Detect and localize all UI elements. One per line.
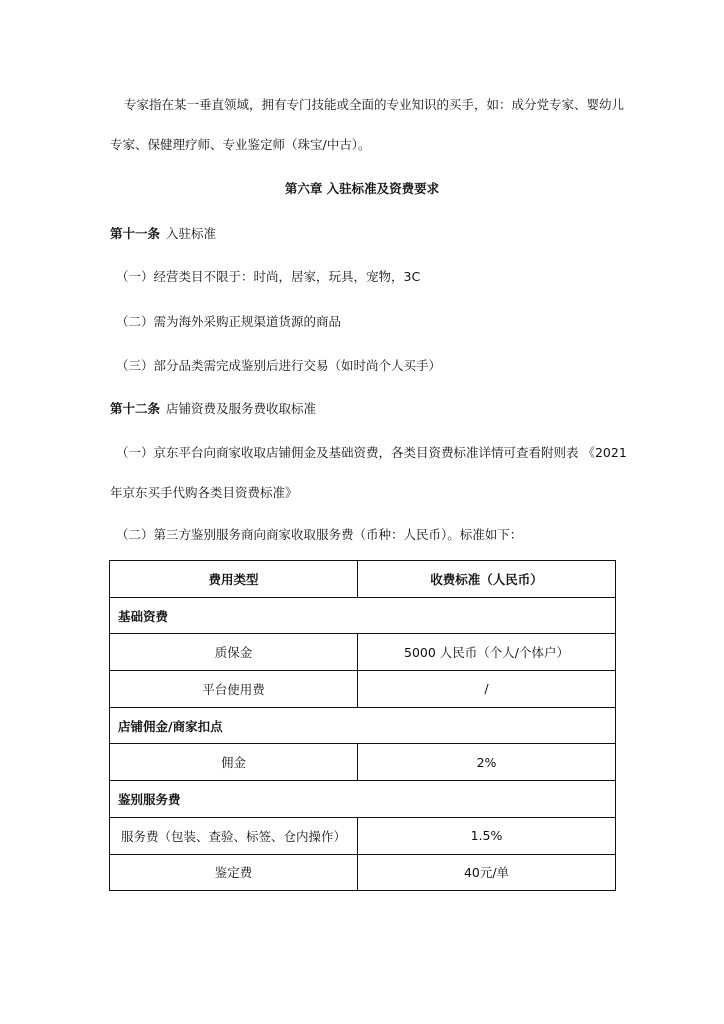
intro-paragraph-line-2: 专家、保健理疗师、专业鉴定师（珠宝/中古）。	[110, 137, 371, 152]
table-row	[110, 634, 616, 671]
table-row	[110, 854, 616, 891]
fee-value-cell: /	[358, 671, 616, 708]
article-12-number: 第十二条	[110, 401, 161, 416]
section-authentication-fees: 鉴别服务费	[110, 781, 616, 818]
article-11-item-1: （一）经营类目不限于：时尚，居家，玩具，宠物，3C	[116, 269, 421, 284]
fee-value-cell: 1.5%	[358, 817, 616, 854]
article-12-heading	[110, 400, 316, 418]
fee-value-cell: 2%	[358, 744, 616, 781]
fee-type-cell: 鉴定费	[110, 854, 358, 891]
header-fee-type: 费用类型	[110, 561, 358, 598]
fee-type-cell: 平台使用费	[110, 671, 358, 708]
table-row	[110, 671, 616, 708]
fee-value-cell: 5000 人民币（个人/个体户）	[358, 634, 616, 671]
article-12-title: 店铺资费及服务费收取标准	[166, 401, 317, 416]
article-12-item-1-line-2: 年京东买手代购各类目资费标准》	[110, 485, 298, 500]
header-fee-standard: 收费标准（人民币）	[358, 561, 616, 598]
section-basic-fees: 基础资费	[110, 597, 616, 634]
table-row	[110, 817, 616, 854]
article-11-item-3: （三）部分品类需完成鉴别后进行交易（如时尚个人买手）	[116, 358, 442, 373]
article-11-heading	[110, 225, 216, 243]
fee-type-cell: 服务费（包装、查验、标签、仓内操作）	[110, 817, 358, 854]
article-12-item-1-line-1: （一）京东平台向商家收取店铺佣金及基础资费，各类目资费标准详情可查看附则表 《2021	[116, 445, 627, 460]
chapter-title: 第六章 入驻标准及资费要求	[284, 181, 440, 196]
article-11-item-2: （二）需为海外采购正规渠道货源的商品	[116, 314, 342, 329]
fee-type-cell: 佣金	[110, 744, 358, 781]
article-12-item-2: （二）第三方鉴别服务商向商家收取服务费（币种：人民币）。标准如下：	[116, 527, 523, 542]
fee-value-cell: 40元/单	[358, 854, 616, 891]
table-section-row	[110, 707, 616, 744]
fee-type-cell: 质保金	[110, 634, 358, 671]
table-header-row	[110, 561, 616, 598]
article-11-title: 入驻标准	[166, 226, 217, 241]
table-section-row	[110, 597, 616, 634]
fee-table	[109, 560, 616, 891]
article-11-number: 第十一条	[110, 226, 161, 241]
intro-paragraph-line-1: 专家指在某一垂直领域，拥有专门技能或全面的专业知识的买手，如：成分党专家、婴幼儿	[124, 97, 625, 112]
table-row	[110, 744, 616, 781]
table-section-row	[110, 781, 616, 818]
section-commission: 店铺佣金/商家扣点	[110, 707, 616, 744]
